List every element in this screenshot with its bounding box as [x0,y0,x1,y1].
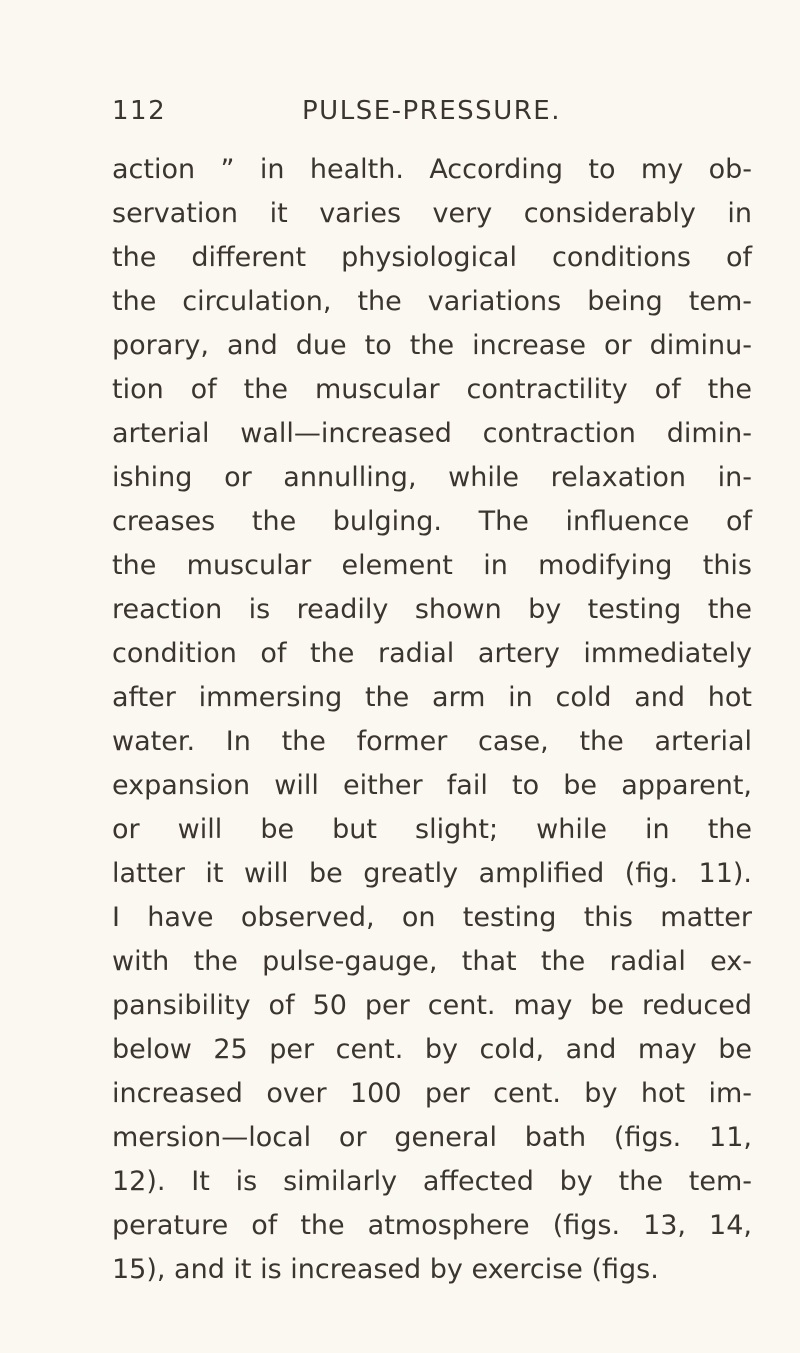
text-line: increased over 100 per cent. by hot im- [112,1078,752,1109]
text-line: creases the bulging. The influence of [112,506,752,537]
text-line: I have observed, on testing this matter [112,902,752,933]
text-line: the muscular element in modifying this [112,550,752,581]
text-line: reaction is readily shown by testing the [112,594,752,625]
page-number: 112 [112,96,167,126]
text-line: perature of the atmosphere (figs. 13, 14, [112,1210,752,1241]
text-line: expansion will either fail to be apparent, [112,770,752,801]
text-line: pansibility of 50 per cent. may be reduced [112,990,752,1021]
text-line: with the pulse-gauge, that the radial ex- [112,946,752,977]
text-line: ishing or annulling, while relaxation in- [112,462,752,493]
text-line: or will be but slight; while in the [112,814,752,845]
text-line: 15), and it is increased by exercise (figs. [112,1254,659,1285]
running-head [0,96,800,140]
running-title: PULSE-PRESSURE. [302,96,561,126]
text-line: tion of the muscular contractility of the [112,374,752,405]
text-line: 12). It is similarly affected by the tem- [112,1166,752,1197]
text-line: mersion—local or general bath (figs. 11, [112,1122,752,1153]
text-line: latter it will be greatly amplified (fig. 11). [112,858,752,889]
text-line: after immersing the arm in cold and hot [112,682,752,713]
text-line: porary, and due to the increase or diminu- [112,330,752,361]
text-line: condition of the radial artery immediately [112,638,752,669]
text-line: servation it varies very considerably in [112,198,752,229]
text-line: arterial wall—increased contraction dimin- [112,418,752,449]
text-line: the different physiological conditions of [112,242,752,273]
text-line: the circulation, the variations being tem- [112,286,752,317]
body-paragraph [112,148,752,1292]
text-line: water. In the former case, the arterial [112,726,752,757]
text-line: action ” in health. According to my ob- [112,154,752,185]
text-line: below 25 per cent. by cold, and may be [112,1034,752,1065]
